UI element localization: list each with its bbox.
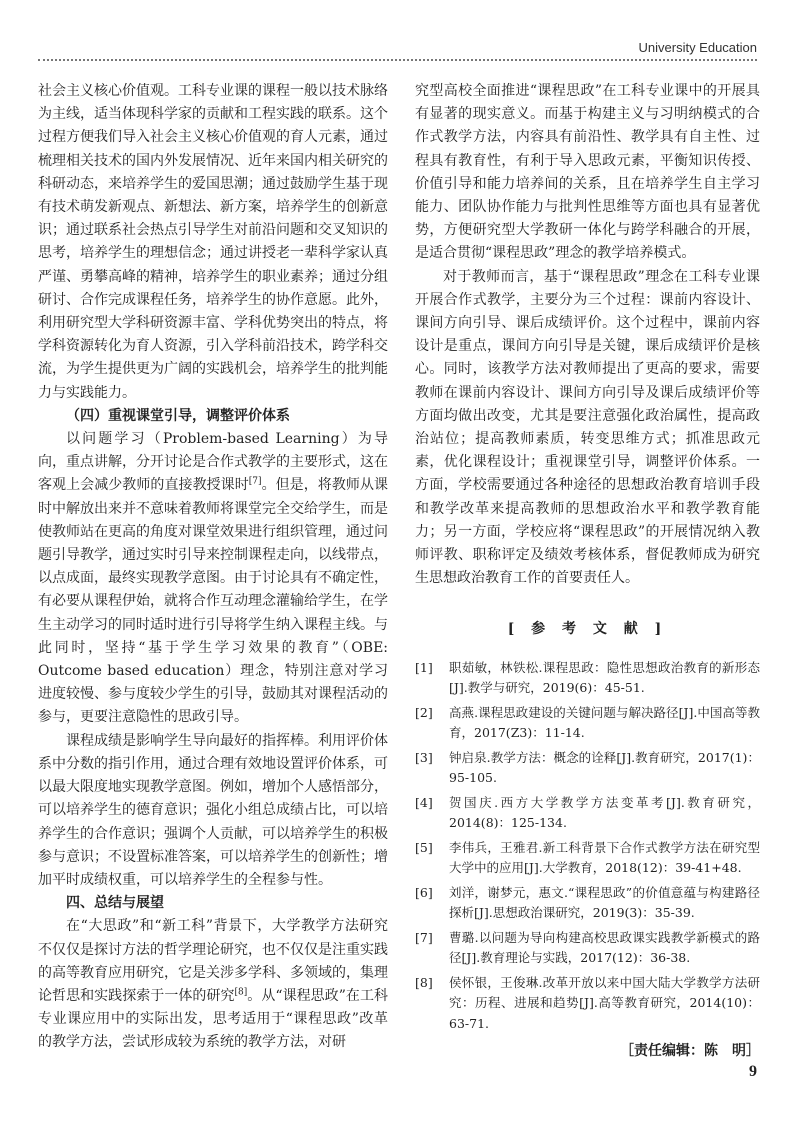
section-heading: 四、总结与展望 bbox=[66, 895, 164, 912]
right-column bbox=[415, 80, 760, 1063]
reference-text: 贺国庆.西方大学教学方法变革考[J].教育研究，2014(8)：125-134. bbox=[449, 794, 760, 831]
paragraph: 究型高校全面推进“课程思政”在工科专业课中的开展具有显著的现实意义。而基于构建主义与习明纳模式的合作式教学方法，内容具有前沿性、教学具有自主性、过程具有教育性，有利于导入思政元素，平衡知识传授、价值引导和能力培养间的关系，且在培养学生自主学习能力、团队协作能力与批判性思维等方面也具有显著优势，方便研究型大学教研一体化与跨学科融合的开展，是适合贯彻“课程思政”理念的教学培养模式。 bbox=[415, 83, 760, 262]
reference-number: [6] bbox=[415, 884, 433, 900]
reference-item bbox=[415, 883, 760, 924]
reference-number: [2] bbox=[415, 704, 433, 720]
paragraph-text: 在“大思政”和“新工科”背景下，大学教学方法研究不仅仅是探讨方法的哲学理论研究，也不仅仅是注重实践的高等教育应用研究，它是关涉多学科、多领域的，集理论哲思和实践探索于一体的研究 bbox=[38, 918, 388, 1004]
reference-text: 刘洋，谢梦元，惠文.“课程思政”的价值意蕴与构建路径探析[J].思想政治课研究，2019(3)：35-39. bbox=[449, 884, 760, 921]
reference-text: 侯怀银，王俊琳.改革开放以来中国大陆大学教学方法研究：历程、进展和趋势[J].高等教育研究，2014(10)：63-71. bbox=[449, 974, 760, 1031]
reference-number: [1] bbox=[415, 659, 433, 675]
journal-header: University Education bbox=[638, 40, 757, 55]
header-divider bbox=[38, 59, 757, 61]
subsection-heading: （四）重视课堂引导，调整评价体系 bbox=[66, 407, 290, 424]
responsible-editor: ［责任编辑：陈 明］ bbox=[620, 1043, 760, 1060]
reference-number: [8] bbox=[415, 974, 433, 990]
reference-text: 曹璐.以问题为导向构建高校思政课实践教学新模式的路径[J].教育理论与实践，2017(12)：36-38. bbox=[449, 929, 760, 966]
reference-text: 李伟兵，王雅君.新工科背景下合作式教学方法在研究型大学中的应用[J].大学教育，2018(12)：39-41+48. bbox=[449, 839, 760, 876]
paragraph: 课程成绩是影响学生导向最好的指挥棒。利用评价体系中分数的指引作用，通过合理有效地设置评价体系，可以最大限度地实现教学意图。例如，增加个人感悟部分，可以培养学生的德育意识；强化小组总成绩占比，可以培养学生的合作意识；强调个人贡献，可以培养学生的积极参与意识；不设置标准答案，可以培养学生的创新性；增加平时成绩权重，可以培养学生的全程参与性。 bbox=[38, 732, 388, 888]
paragraph: 对于教师而言，基于“课程思政”理念在工科专业课开展合作式教学，主要分为三个过程：课前内容设计、课间方向引导、课后成绩评价。这个过程中，课前内容设计是重点，课间方向引导是关键，课后成绩评价是核心。同时，该教学方法对教师提出了更高的要求，需要教师在课前内容设计、课间方向引导及课后成绩评价等方面均做出改变，尤其是要注意强化政治属性，提高政治站位；提高教师素质，转变思维方式；抓准思政元素，优化课程设计；重视课堂引导，调整评价体系。一方面，学校需要通过各种途径的思想政治教育培训手段和教学改革来提高教师的思想政治水平和教学教育能力；另一方面，学校应将“课程思政”的开展情况纳入教师评教、职称评定及绩效考核体系，督促教师成为研究生思想政治教育工作的首要责任人。 bbox=[415, 268, 760, 587]
paragraph: 社会主义核心价值观。工科专业课的课程一般以技术脉络为主线，适当体现科学家的贡献和工程实践的联系。这个过程方便我们导入社会主义核心价值观的育人元素，通过梳理相关技术的国内外发展情况、近年来国内相关研究的科研动态，来培养学生的爱国思潮；通过鼓励学生基于现有技术萌发新观点、新想法、新方案，培养学生的创新意识；通过联系社会热点引导学生对前沿问题和交叉知识的思考，培养学生的理想信念；通过讲授老一辈科学家认真严谨、勇攀高峰的精神，培养学生的职业素养；通过分组研讨、合作完成课程任务，培养学生的协作意愿。此外，利用研究型大学科研资源丰富、学科优势突出的特点，将学科资源转化为育人资源，引入学科前沿技术，跨学科交流，为学生提供更为广阔的实践机会，培养学生的批判能力与实践能力。 bbox=[38, 83, 388, 401]
page-number: 9 bbox=[749, 1063, 757, 1080]
paragraph-text: 。从“课程思政”在工科专业课应用中的实际出发，思考适用于“课程思政”改革的教学方法，尝试形成较为系统的教学方法，对研 bbox=[38, 987, 388, 1051]
reference-item bbox=[415, 703, 760, 744]
paragraph-text: 。但是，将教师从课时中解放出来并不意味着教师将课堂完全交给学生，而是使教师站在更高的角度对课堂效果进行组织管理，通过问题引导教学，通过实时引导来控制课程走向，以线带点，以点成面，最终实现教学意图。由于讨论具有不确定性，有必要从课程伊始，就将合作互动理念灌输给学生，在学生主动学习的同时适时进行引导将学生纳入课程主线。与此同时，坚持“基于学生学习效果的教育”（OBE: Outcome based education）理念，特别注意对学习进度较慢、参与度较少学生的引导，鼓励其对课程活动的参与，更要注意隐性的思政引导。 bbox=[38, 477, 388, 726]
citation-mark: [8] bbox=[234, 987, 248, 998]
paragraph bbox=[38, 915, 388, 1054]
paragraph bbox=[38, 428, 388, 730]
paragraph-text: 以问题学习（Problem-based Learning）为导向，重点讲解，分开讨论是合作式教学的主要形式，这在客观上会减少教师的直接教授课时 bbox=[38, 431, 388, 494]
references-title: [ 参 考 文 献 ] bbox=[507, 621, 668, 638]
reference-number: [7] bbox=[415, 929, 433, 945]
reference-item bbox=[415, 748, 760, 789]
citation-mark: [7] bbox=[248, 476, 262, 487]
reference-item bbox=[415, 928, 760, 969]
reference-text: 职茹敏，林铁松.课程思政：隐性思想政治教育的新形态[J].教学与研究，2019(6)：45-51. bbox=[449, 659, 760, 696]
reference-item bbox=[415, 793, 760, 834]
reference-item bbox=[415, 658, 760, 699]
left-column bbox=[38, 80, 388, 1055]
reference-number: [5] bbox=[415, 839, 433, 855]
reference-text: 高燕.课程思政建设的关键问题与解决路径[J].中国高等教育，2017(Z3)：11-14. bbox=[449, 704, 760, 741]
reference-item bbox=[415, 973, 760, 1035]
reference-text: 钟启泉.教学方法：概念的诠释[J].教育研究，2017(1)：95-105. bbox=[449, 749, 760, 786]
reference-item bbox=[415, 838, 760, 879]
reference-list bbox=[415, 658, 760, 1035]
reference-number: [3] bbox=[415, 749, 433, 765]
reference-number: [4] bbox=[415, 794, 433, 810]
